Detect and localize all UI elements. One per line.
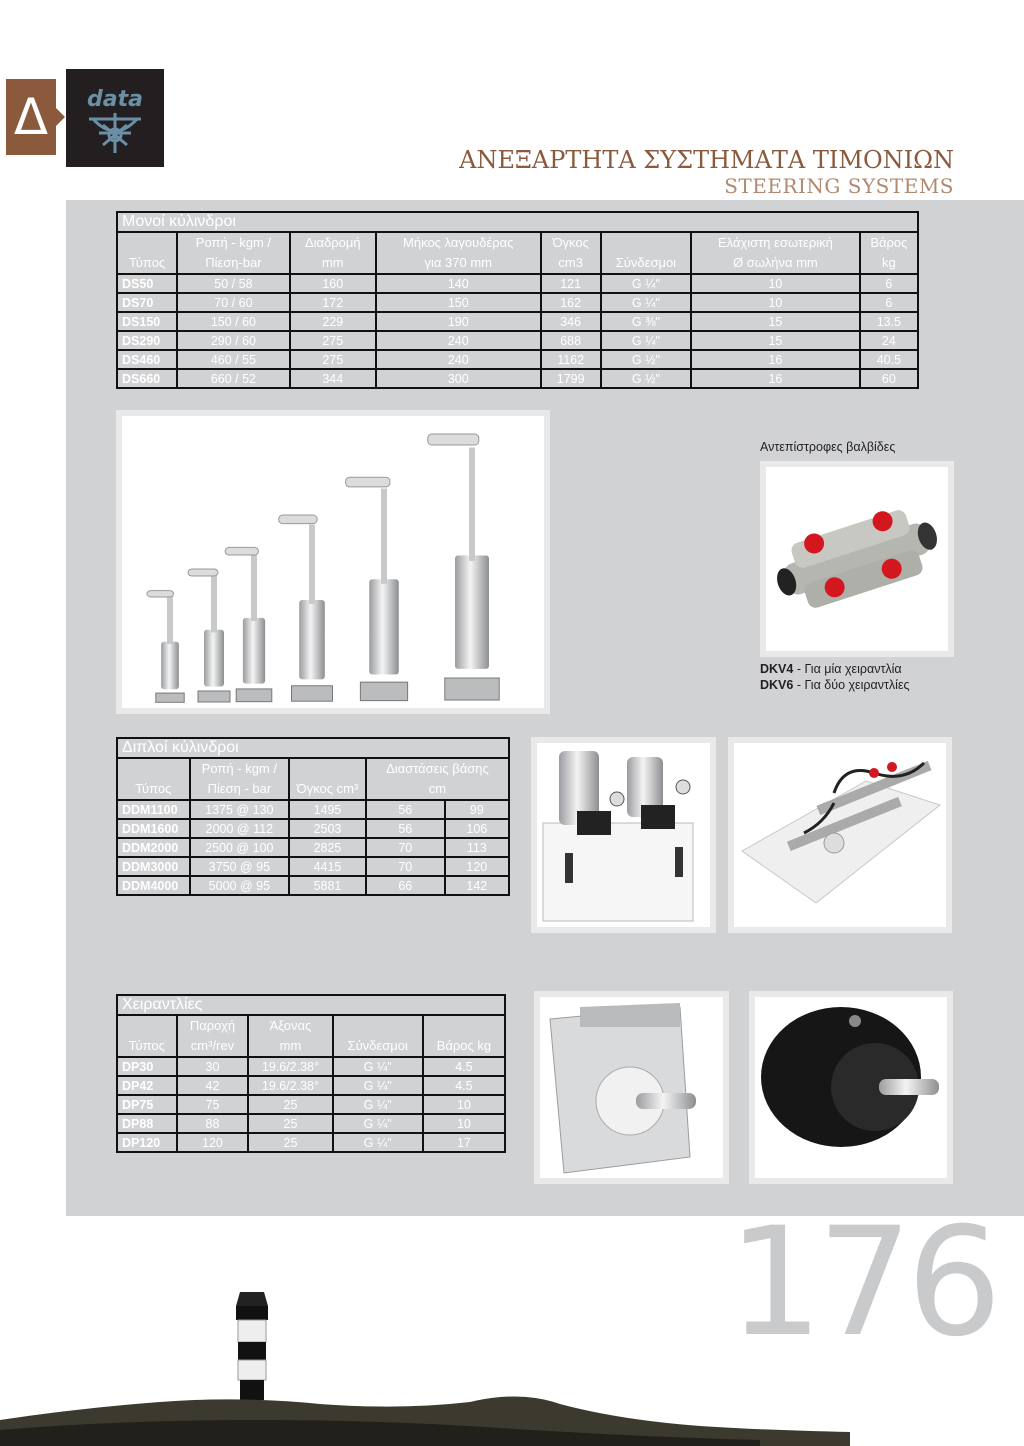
column-header bbox=[691, 232, 860, 274]
model-code-cell: DP42 bbox=[117, 1076, 177, 1095]
table-row bbox=[117, 876, 509, 895]
table-cell: G ¼" bbox=[333, 1095, 423, 1114]
column-header-line: mm bbox=[321, 255, 344, 270]
column-header-line: Σύνδεσμοι bbox=[615, 255, 677, 270]
table-cell: 346 bbox=[541, 312, 601, 331]
black-hand-pump-photo bbox=[749, 991, 953, 1184]
double-cylinders-title: Διπλοί κύλινδροι bbox=[117, 738, 509, 758]
table-cell: 15 bbox=[691, 331, 860, 350]
table-cell: G ¼" bbox=[333, 1057, 423, 1076]
table-cell: 106 bbox=[445, 819, 509, 838]
table-cell: 190 bbox=[376, 312, 541, 331]
cylinder-body bbox=[369, 579, 399, 674]
model-code-cell: DS660 bbox=[117, 369, 177, 388]
table-cell: 66 bbox=[366, 876, 445, 895]
logo-text: data bbox=[87, 87, 143, 112]
column-header-line: για 370 mm bbox=[424, 255, 492, 270]
table-cell: 5000 @ 95 bbox=[190, 876, 290, 895]
column-header-line bbox=[602, 233, 690, 253]
table-cell: 6 bbox=[860, 293, 918, 312]
lighthouse-landscape-image bbox=[0, 1270, 1024, 1446]
table-cell: 240 bbox=[376, 331, 541, 350]
table-cell: 4.5 bbox=[423, 1057, 505, 1076]
column-header bbox=[117, 1015, 177, 1057]
column-header-line bbox=[118, 233, 176, 253]
table-cell: 88 bbox=[177, 1114, 249, 1133]
hand-pumps-title: Χειραντλίες bbox=[117, 995, 505, 1015]
column-header bbox=[541, 232, 601, 274]
table-cell: 4.5 bbox=[423, 1076, 505, 1095]
column-header-line: Ροπή - kgm / bbox=[195, 235, 272, 250]
table-cell: 75 bbox=[177, 1095, 249, 1114]
column-header-line: cm³/rev bbox=[190, 1038, 235, 1053]
column-header-line: Διαδρομή bbox=[304, 235, 361, 250]
cylinder-mount bbox=[236, 689, 272, 702]
table-cell: 344 bbox=[290, 369, 376, 388]
column-header-line: Πίεση-bar bbox=[205, 255, 262, 270]
double-cylinders-table bbox=[116, 737, 510, 896]
tiller-arm bbox=[346, 477, 390, 487]
column-header bbox=[190, 758, 290, 800]
model-code-cell: DDM1100 bbox=[117, 800, 190, 819]
column-header bbox=[376, 232, 541, 274]
manifold-illustration bbox=[734, 743, 946, 927]
column-header-line bbox=[118, 1016, 176, 1036]
delta-logo-mark: Δ bbox=[6, 79, 56, 155]
table-row bbox=[117, 819, 509, 838]
table-cell: 275 bbox=[290, 331, 376, 350]
cylinder-mount bbox=[360, 682, 407, 700]
table-cell: 56 bbox=[366, 800, 445, 819]
column-header bbox=[248, 1015, 332, 1057]
table-cell: 150 / 60 bbox=[177, 312, 289, 331]
check-valve-photo bbox=[760, 461, 954, 657]
column-header-line: Τύπος bbox=[129, 255, 166, 270]
title-english: STEERING SYSTEMS bbox=[724, 174, 954, 198]
table-cell: 10 bbox=[691, 274, 860, 293]
column-header-line: Μήκος λαγουδέρας bbox=[403, 235, 514, 250]
table-cell: 300 bbox=[376, 369, 541, 388]
table-cell: 25 bbox=[248, 1133, 332, 1152]
table-cell: 1495 bbox=[289, 800, 366, 819]
power-unit-photo bbox=[531, 737, 716, 933]
table-cell: 42 bbox=[177, 1076, 249, 1095]
model-code-cell: DP75 bbox=[117, 1095, 177, 1114]
tiller-arm bbox=[147, 591, 174, 597]
table-row bbox=[117, 1095, 505, 1114]
silver-hand-pump-photo bbox=[534, 991, 729, 1184]
table-cell: 240 bbox=[376, 350, 541, 369]
column-header-line: Όγκος cm³ bbox=[296, 781, 359, 796]
model-code-cell: DP88 bbox=[117, 1114, 177, 1133]
cylinder-mount bbox=[198, 691, 230, 702]
table-cell: 688 bbox=[541, 331, 601, 350]
column-header-line: Ø σωλήνα mm bbox=[733, 255, 818, 270]
column-header bbox=[860, 232, 918, 274]
table-cell: 660 / 52 bbox=[177, 369, 289, 388]
table-cell: 150 bbox=[376, 293, 541, 312]
table-cell: G ¼" bbox=[601, 331, 691, 350]
column-header-line bbox=[334, 1016, 422, 1036]
table-row bbox=[117, 274, 918, 293]
table-cell: 25 bbox=[248, 1095, 332, 1114]
column-header bbox=[290, 232, 376, 274]
column-header-line: Ελάχιστη εσωτερική bbox=[717, 235, 833, 250]
cylinders-illustration bbox=[122, 416, 544, 708]
table-row bbox=[117, 293, 918, 312]
column-header-line: cm3 bbox=[558, 255, 583, 270]
table-cell: 2000 @ 112 bbox=[190, 819, 290, 838]
model-code-cell: DS460 bbox=[117, 350, 177, 369]
column-header-line: mm bbox=[279, 1038, 302, 1053]
table-row bbox=[117, 1133, 505, 1152]
check-valves-title: Αντεπίστροφες βαλβίδες bbox=[760, 440, 896, 454]
table-cell: 113 bbox=[445, 838, 509, 857]
cylinder-mount bbox=[445, 678, 499, 700]
column-header-line: Βάρος kg bbox=[436, 1038, 492, 1053]
double-cylinders-header bbox=[117, 758, 509, 800]
delta-arrow-icon bbox=[56, 108, 65, 126]
table-cell: 460 / 55 bbox=[177, 350, 289, 369]
check-valve-item: DKV4 - Για μία χειραντλία bbox=[760, 662, 902, 676]
table-cell: 40.5 bbox=[860, 350, 918, 369]
column-header-line: cm bbox=[428, 781, 447, 796]
cylinder-mount bbox=[156, 693, 184, 702]
model-code-cell: DP120 bbox=[117, 1133, 177, 1152]
table-row bbox=[117, 312, 918, 331]
cylinder-rod bbox=[251, 555, 257, 621]
model-code-cell: DDM4000 bbox=[117, 876, 190, 895]
cylinder-body bbox=[204, 630, 224, 687]
table-row bbox=[117, 857, 509, 876]
table-cell: 15 bbox=[691, 312, 860, 331]
column-header bbox=[423, 1015, 505, 1057]
table-cell: 142 bbox=[445, 876, 509, 895]
table-cell: 121 bbox=[541, 274, 601, 293]
table-cell: 19.6/2.38° bbox=[248, 1057, 332, 1076]
check-valve-illustration bbox=[766, 467, 948, 651]
table-cell: 13.5 bbox=[860, 312, 918, 331]
model-code-cell: DS50 bbox=[117, 274, 177, 293]
ship-wheel-icon bbox=[85, 113, 145, 157]
column-header-line: kg bbox=[881, 255, 896, 270]
column-header bbox=[601, 232, 691, 274]
table-cell: G ¼" bbox=[601, 274, 691, 293]
table-cell: 229 bbox=[290, 312, 376, 331]
model-code-cell: DS70 bbox=[117, 293, 177, 312]
model-code-cell: DS150 bbox=[117, 312, 177, 331]
single-cylinders-photo bbox=[116, 410, 550, 714]
column-header-line: Όγκος bbox=[552, 235, 589, 250]
column-header bbox=[177, 232, 289, 274]
table-cell: 50 / 58 bbox=[177, 274, 289, 293]
column-header-line bbox=[290, 759, 365, 779]
model-code-cell: DDM1600 bbox=[117, 819, 190, 838]
column-header bbox=[289, 758, 366, 800]
title-greek: ΑΝΕΞΑΡΤΗΤΑ ΣΥΣΤΗΜΑΤΑ ΤΙΜΟΝΙΩΝ bbox=[459, 146, 954, 174]
table-cell: 120 bbox=[445, 857, 509, 876]
cylinder-rod bbox=[309, 524, 315, 603]
column-header-line: Παροχή bbox=[189, 1018, 236, 1033]
table-row bbox=[117, 331, 918, 350]
hand-pumps-table bbox=[116, 994, 506, 1153]
model-code-cell: DDM2000 bbox=[117, 838, 190, 857]
table-cell: 2500 @ 100 bbox=[190, 838, 290, 857]
check-valve-item: DKV6 - Για δύο χειραντλίες bbox=[760, 678, 910, 692]
column-header-line bbox=[424, 1016, 504, 1036]
power-unit-illustration bbox=[537, 743, 710, 927]
silver-hand-pump-illustration bbox=[540, 997, 723, 1178]
table-cell: 120 bbox=[177, 1133, 249, 1152]
table-cell: 140 bbox=[376, 274, 541, 293]
column-header-line: Τύπος bbox=[128, 1038, 165, 1053]
table-cell: 24 bbox=[860, 331, 918, 350]
table-row bbox=[117, 369, 918, 388]
column-header-line: Σύνδεσμοι bbox=[347, 1038, 408, 1053]
table-cell: 1799 bbox=[541, 369, 601, 388]
table-cell: G ½" bbox=[601, 350, 691, 369]
table-cell: 17 bbox=[423, 1133, 505, 1152]
table-row bbox=[117, 1076, 505, 1095]
cylinder-rod bbox=[469, 448, 475, 561]
table-cell: 160 bbox=[290, 274, 376, 293]
table-cell: 5881 bbox=[289, 876, 366, 895]
cylinder-mount bbox=[292, 686, 333, 701]
table-cell: 60 bbox=[860, 369, 918, 388]
table-cell: 56 bbox=[366, 819, 445, 838]
table-cell: 19.6/2.38° bbox=[248, 1076, 332, 1095]
table-row bbox=[117, 838, 509, 857]
column-header-line: Βάρος bbox=[870, 235, 908, 250]
table-cell: G ¼" bbox=[333, 1076, 423, 1095]
cylinder-body bbox=[243, 618, 265, 684]
cylinder-body bbox=[299, 600, 325, 679]
table-cell: 25 bbox=[248, 1114, 332, 1133]
tiller-arm bbox=[188, 569, 218, 576]
table-cell: 2825 bbox=[289, 838, 366, 857]
column-header-line: Άξονας bbox=[269, 1018, 312, 1033]
model-code-cell: DS290 bbox=[117, 331, 177, 350]
table-cell: G ½" bbox=[601, 369, 691, 388]
model-code-cell: DDM3000 bbox=[117, 857, 190, 876]
table-cell: 290 / 60 bbox=[177, 331, 289, 350]
table-cell: 30 bbox=[177, 1057, 249, 1076]
company-logo bbox=[66, 69, 164, 167]
page-number: 176 bbox=[727, 1196, 996, 1370]
table-cell: 6 bbox=[860, 274, 918, 293]
column-header bbox=[177, 1015, 249, 1057]
table-row bbox=[117, 800, 509, 819]
table-row bbox=[117, 1114, 505, 1133]
model-code-cell: DP30 bbox=[117, 1057, 177, 1076]
column-header bbox=[366, 758, 509, 800]
column-header-line: Ροπή - kgm / bbox=[201, 761, 277, 776]
table-cell: 70 / 60 bbox=[177, 293, 289, 312]
table-cell: G ⅜" bbox=[601, 312, 691, 331]
column-header-line: Πίεση - bar bbox=[207, 781, 272, 796]
tiller-arm bbox=[225, 547, 258, 555]
column-header bbox=[333, 1015, 423, 1057]
table-cell: 10 bbox=[691, 293, 860, 312]
table-row bbox=[117, 350, 918, 369]
manifold-photo bbox=[728, 737, 952, 933]
table-cell: 162 bbox=[541, 293, 601, 312]
single-cylinders-header bbox=[117, 232, 918, 274]
table-cell: 70 bbox=[366, 838, 445, 857]
table-cell: 1162 bbox=[541, 350, 601, 369]
table-cell: 16 bbox=[691, 350, 860, 369]
black-hand-pump-illustration bbox=[755, 997, 947, 1178]
hand-pumps-header bbox=[117, 1015, 505, 1057]
table-cell: 3750 @ 95 bbox=[190, 857, 290, 876]
column-header bbox=[117, 758, 190, 800]
column-header-line bbox=[118, 759, 189, 779]
cylinder-body bbox=[455, 556, 489, 669]
tiller-arm bbox=[279, 515, 317, 524]
single-cylinders-title: Μονοί κύλινδροι bbox=[117, 212, 918, 232]
table-row bbox=[117, 1057, 505, 1076]
column-header-line: Τύπος bbox=[135, 781, 172, 796]
table-cell: 172 bbox=[290, 293, 376, 312]
cylinder-body bbox=[161, 642, 179, 690]
table-cell: 10 bbox=[423, 1095, 505, 1114]
table-cell: 4415 bbox=[289, 857, 366, 876]
tiller-arm bbox=[428, 434, 479, 445]
table-cell: 10 bbox=[423, 1114, 505, 1133]
single-cylinders-table bbox=[116, 211, 919, 389]
cylinder-rod bbox=[381, 489, 387, 584]
cylinder-rod bbox=[167, 596, 173, 644]
table-cell: G ¼" bbox=[333, 1133, 423, 1152]
table-cell: G ¼" bbox=[333, 1114, 423, 1133]
table-cell: 2503 bbox=[289, 819, 366, 838]
table-cell: G ¼" bbox=[601, 293, 691, 312]
table-cell: 275 bbox=[290, 350, 376, 369]
column-header bbox=[117, 232, 177, 274]
check-valves-list bbox=[760, 661, 910, 693]
table-cell: 70 bbox=[366, 857, 445, 876]
table-cell: 99 bbox=[445, 800, 509, 819]
cylinder-rod bbox=[211, 576, 217, 633]
column-header-line: Διαστάσεις βάσης bbox=[386, 761, 489, 776]
table-cell: 16 bbox=[691, 369, 860, 388]
table-cell: 1375 @ 130 bbox=[190, 800, 290, 819]
